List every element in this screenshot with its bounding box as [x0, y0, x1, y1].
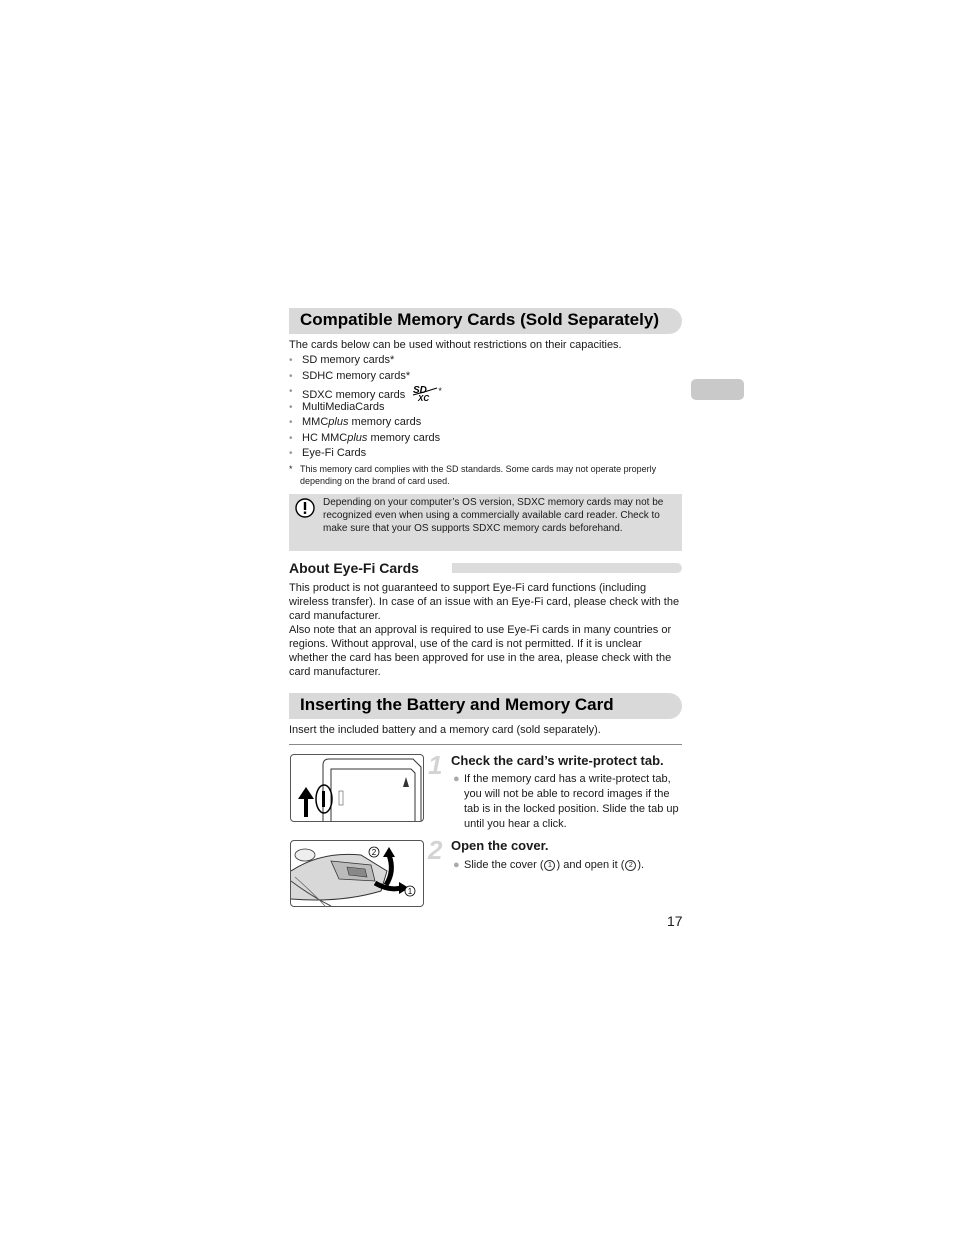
step-bullet: ● If the memory card has a write-protect tab, you will not be able to record images if the tab is in the locked position. Slide the tab up until you hear a click.	[453, 773, 679, 830]
section-title: Compatible Memory Cards (Sold Separately)	[300, 310, 659, 329]
svg-text:SD: SD	[413, 385, 428, 396]
step-number: 2	[428, 835, 443, 865]
heading-bar	[452, 563, 682, 573]
step-number: 1	[428, 750, 443, 780]
footnote-mark: *	[289, 464, 293, 474]
section-title: Inserting the Battery and Memory Card	[300, 695, 614, 714]
section-header-inserting	[289, 693, 682, 719]
circled-1-icon: 1	[544, 860, 555, 871]
step-title: Open the cover.	[451, 838, 549, 853]
list-item: • Eye-Fi Cards	[289, 447, 367, 459]
footnote: This memory card complies with the SD standards. Some cards may not operate properly depending on the brand of card used.	[300, 464, 657, 486]
list-item: • SD memory cards*	[289, 354, 395, 366]
card-list	[289, 353, 442, 462]
eyefi-heading: About Eye-Fi Cards	[289, 560, 419, 576]
list-item: • HC MMCplus memory cards	[289, 431, 441, 444]
sd-card-illustration	[291, 755, 423, 821]
circled-1-label: 1	[407, 887, 413, 896]
page-number: 17	[667, 913, 683, 929]
list-item: • SDXC memory cards SD XC *	[289, 385, 442, 402]
list-item: • MultiMediaCards	[289, 400, 385, 413]
chapter-tab	[691, 379, 744, 400]
svg-text:XC: XC	[418, 394, 430, 402]
figure-open-cover	[290, 840, 424, 907]
camera-cover-illustration	[291, 841, 423, 906]
section-header-compatible-cards	[289, 308, 682, 334]
caution-box	[289, 494, 682, 551]
eyefi-paragraph-1: This product is not guaranteed to support Eye-Fi card functions (including wireless transfer). In case of an issue with an Eye-Fi card, please check with the card manufacturer.	[289, 582, 680, 622]
circled-2-label: 2	[371, 848, 377, 857]
list-item: • SDHC memory cards*	[289, 369, 411, 382]
section-intro: The cards below can be used without restrictions on their capacities.	[289, 339, 622, 351]
circled-2-icon: 2	[625, 860, 636, 871]
caution-text: Depending on your computer’s OS version, SDXC memory cards may not be recognized even when using a commercially available card reader. Check to make sure that your OS supports SDXC memory cards beforehand.	[323, 497, 664, 534]
list-item: • MMCplus memory cards	[289, 416, 422, 428]
caution-icon	[295, 498, 315, 518]
section-intro: Insert the included battery and a memory card (sold separately).	[289, 724, 601, 736]
divider	[289, 744, 682, 745]
figure-write-protect-tab	[290, 754, 424, 822]
eyefi-paragraph-2: Also note that an approval is required to use Eye-Fi cards in many countries or regions. Without approval, use of the card is not permitted. If it is unclear whether the card has been approved for use in the area, please check with the card manufacturer.	[289, 624, 672, 678]
step-title: Check the card’s write-protect tab.	[451, 753, 664, 768]
step-bullet: ● Slide the cover ( 1 ) and open it ( 2 ).	[453, 859, 645, 871]
